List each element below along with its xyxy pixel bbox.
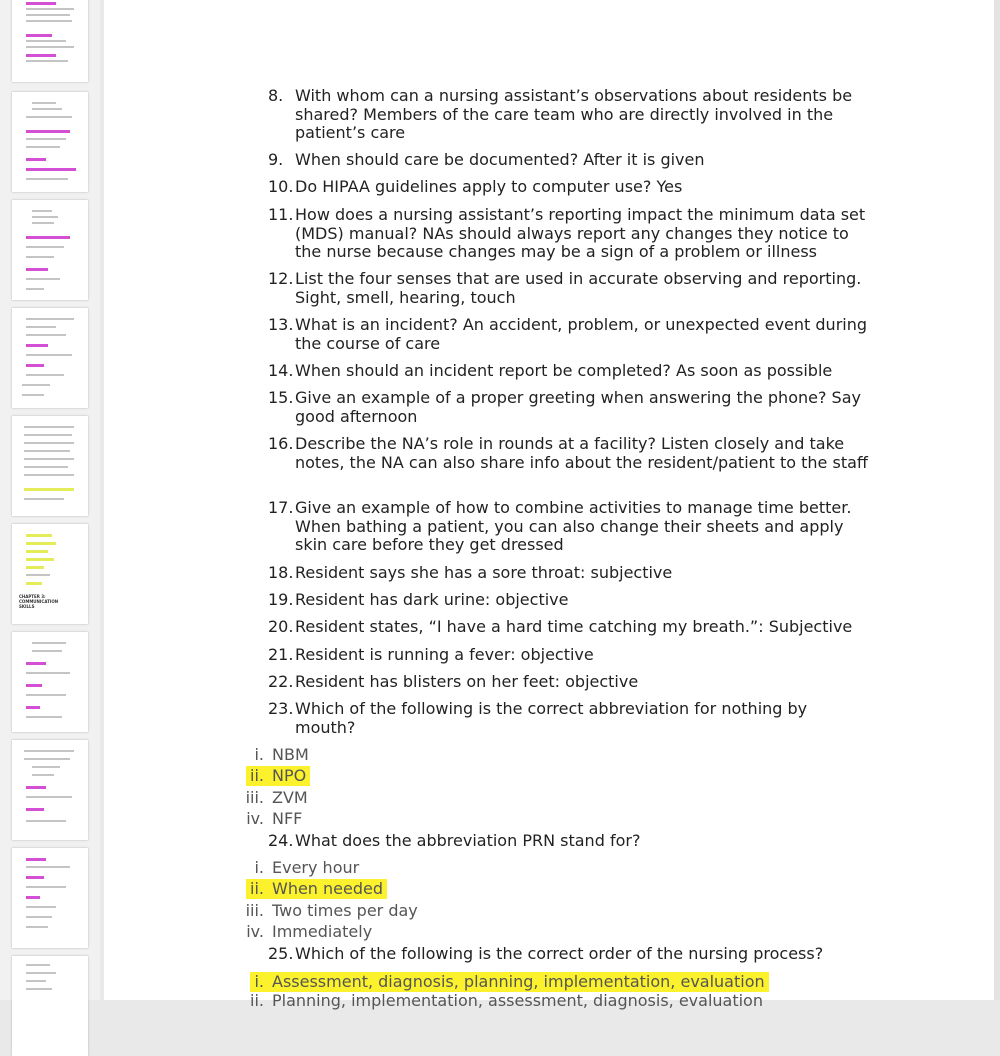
option-numeral: i. (254, 858, 264, 877)
page-thumbnail-2[interactable] (12, 92, 88, 192)
page-thumbnail-7[interactable] (12, 632, 88, 732)
question-number: 17. (268, 498, 294, 517)
question-number: 20. (268, 617, 294, 636)
question-number: 18. (268, 563, 294, 582)
option-24-iii (245, 901, 422, 921)
question-text: Resident has dark urine: objective (295, 590, 569, 609)
question-16 (268, 435, 868, 472)
question-13 (268, 316, 868, 353)
option-numeral: ii. (246, 766, 272, 786)
option-text: Every hour (272, 858, 360, 877)
question-text: When should care be documented? After it is given (295, 150, 705, 169)
option-text: Two times per day (272, 901, 418, 920)
question-text: Give an example of a proper greeting when answering the phone? Say good afternoon (295, 388, 861, 426)
option-text: NFF (272, 809, 303, 828)
option-numeral: iii. (245, 901, 264, 920)
question-number: 15. (268, 388, 294, 407)
option-text: ZVM (272, 788, 308, 807)
page-thumbnails-panel (0, 0, 100, 1000)
option-24-i (254, 858, 363, 878)
option-numeral: iv. (246, 922, 264, 941)
question-12 (268, 270, 868, 307)
question-text: Which of the following is the correct abbreviation for nothing by mouth? (295, 699, 808, 737)
question-text: When should an incident report be completed? As soon as possible (295, 361, 833, 380)
question-number: 24. (268, 831, 294, 850)
page-thumbnail-10[interactable] (12, 956, 88, 1056)
question-number: 12. (268, 269, 294, 288)
question-text: List the four senses that are used in accurate observing and reporting. Sight, smell, hearing, touch (295, 269, 862, 307)
question-text: How does a nursing assistant’s reporting impact the minimum data set (MDS) manual? NAs should always report any changes they notice to the nurse because changes may be a sign of a problem or illness (295, 205, 866, 261)
question-number: 8. (268, 86, 284, 105)
question-text: Describe the NA’s role in rounds at a facility? Listen closely and take notes, the NA can also share info about the resident/patient to the staff (295, 434, 868, 472)
question-text: What is an incident? An accident, problem, or unexpected event during the course of care (295, 315, 868, 353)
question-number: 14. (268, 361, 294, 380)
page-thumbnail-3[interactable] (12, 200, 88, 300)
question-25 (268, 945, 868, 964)
option-25-i-highlighted (254, 972, 769, 992)
question-9 (268, 151, 868, 170)
question-text: Resident says she has a sore throat: subjective (295, 563, 673, 582)
question-number: 22. (268, 672, 294, 691)
question-10 (268, 178, 868, 197)
option-23-iii (245, 788, 312, 808)
question-text: Which of the following is the correct order of the nursing process? (295, 944, 824, 963)
question-20 (268, 618, 868, 637)
question-15 (268, 389, 868, 426)
question-number: 13. (268, 315, 294, 334)
page-thumbnail-9[interactable] (12, 848, 88, 948)
question-text: Resident has blisters on her feet: objective (295, 672, 639, 691)
option-text: Immediately (272, 922, 373, 941)
question-number: 16. (268, 434, 294, 453)
question-18 (268, 564, 868, 583)
option-numeral: iii. (245, 788, 264, 807)
document-page (104, 0, 994, 1010)
option-23-ii-highlighted (250, 766, 310, 786)
option-numeral: i. (254, 745, 264, 764)
question-text: Do HIPAA guidelines apply to computer use? Yes (295, 177, 683, 196)
question-text: Resident is running a fever: objective (295, 645, 594, 664)
option-23-iv (246, 809, 306, 829)
option-numeral: iv. (246, 809, 264, 828)
page-thumbnail-4[interactable] (12, 308, 88, 408)
option-text: NBM (272, 745, 309, 764)
option-text: Assessment, diagnosis, planning, implementation, evaluation (272, 972, 769, 992)
question-22 (268, 673, 868, 692)
question-19 (268, 591, 868, 610)
question-number: 19. (268, 590, 294, 609)
option-24-ii-highlighted (250, 879, 387, 899)
question-number: 10. (268, 177, 294, 196)
page-thumbnail-5[interactable] (12, 416, 88, 516)
option-23-i (254, 745, 313, 765)
scrollbar-track[interactable] (994, 0, 1000, 1000)
question-text: With whom can a nursing assistant’s observations about residents be shared? Members of the care team who are directly involved in the patient’s care (295, 86, 853, 142)
thumbnail-chapter-label: CHAPTER 3: COMMUNICATION SKILLS (19, 594, 59, 609)
option-numeral: ii. (250, 991, 264, 1010)
question-8 (268, 87, 868, 143)
page-thumbnail-1[interactable] (12, 0, 88, 82)
page-thumbnail-6[interactable] (12, 524, 88, 624)
option-numeral: i. (250, 972, 272, 992)
question-number: 11. (268, 205, 294, 224)
question-number: 25. (268, 944, 294, 963)
question-number: 9. (268, 150, 284, 169)
page-thumbnail-8[interactable] (12, 740, 88, 840)
question-23 (268, 700, 868, 737)
question-number: 23. (268, 699, 294, 718)
option-text: When needed (272, 879, 387, 899)
question-text: What does the abbreviation PRN stand for? (295, 831, 641, 850)
question-11 (268, 206, 868, 262)
option-text: Planning, implementation, assessment, diagnosis, evaluation (272, 991, 763, 1010)
option-24-iv (246, 922, 376, 942)
question-text: Give an example of how to combine activities to manage time better. When bathing a patient, you can also change their sheets and apply skin care before they get dressed (295, 498, 852, 554)
option-25-ii (250, 991, 767, 1011)
question-text: Resident states, “I have a hard time catching my breath.”: Subjective (295, 617, 853, 636)
question-number: 21. (268, 645, 294, 664)
question-21 (268, 646, 868, 665)
option-text: NPO (272, 766, 310, 786)
question-14 (268, 362, 868, 381)
question-24 (268, 832, 868, 851)
question-17 (268, 499, 868, 555)
option-numeral: ii. (246, 879, 272, 899)
